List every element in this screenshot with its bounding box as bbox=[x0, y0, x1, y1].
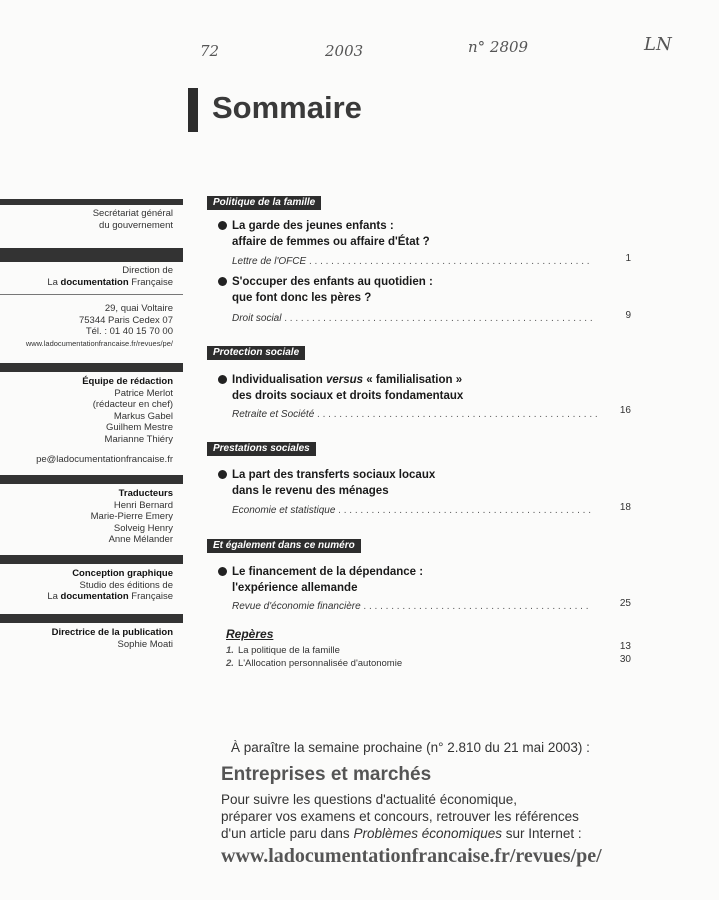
bullet-icon bbox=[218, 567, 227, 576]
title-line: S'occuper des enfants au quotidien : bbox=[232, 276, 433, 288]
design-fr: Française bbox=[131, 591, 173, 602]
translator: Anne Mélander bbox=[108, 534, 173, 545]
sidebar-direction bbox=[0, 265, 173, 288]
article-source: Revue d'économie financière . . . bbox=[232, 601, 592, 612]
title-marker bbox=[188, 88, 198, 132]
reperes-item bbox=[226, 645, 340, 656]
footer-text: préparer vos examens et concours, retrouver les références bbox=[221, 809, 579, 824]
sidebar-team bbox=[0, 376, 173, 445]
section-heading: Et également dans ce numéro bbox=[207, 539, 361, 553]
footer-part: d'un article paru dans bbox=[221, 826, 350, 841]
bullet-icon bbox=[218, 375, 227, 384]
sidebar-divider bbox=[0, 555, 183, 564]
design-title: Conception graphique bbox=[72, 568, 173, 579]
design-doc: documentation bbox=[60, 591, 129, 602]
title-line: La part des transferts sociaux locaux bbox=[232, 469, 436, 481]
sidebar-divider bbox=[0, 614, 183, 623]
title-part: Individualisation bbox=[232, 374, 323, 386]
address-line: 29, quai Voltaire bbox=[104, 303, 173, 314]
article-source: Retraite et Société . . . bbox=[232, 409, 600, 420]
article-source: Droit social . . . bbox=[232, 313, 592, 324]
bullet-icon bbox=[218, 277, 227, 286]
design-la: La bbox=[47, 591, 58, 602]
design-line: Studio des éditions de bbox=[79, 579, 173, 591]
sg-line: du gouvernement bbox=[99, 219, 173, 231]
sidebar-translators bbox=[0, 488, 173, 546]
reperes-label: L'Allocation personnalisée d'autonomie bbox=[237, 658, 403, 669]
next-issue-title: Entreprises et marchés bbox=[221, 764, 432, 785]
sidebar-divider bbox=[0, 199, 183, 205]
sidebar-divider bbox=[0, 363, 183, 372]
page-number: 13 bbox=[619, 641, 631, 652]
reperes-label: La politique de la famille bbox=[237, 645, 340, 656]
article-source: Économie et statistique . . . bbox=[232, 505, 592, 516]
reperes-num: 2. bbox=[226, 658, 234, 669]
title-line: des droits sociaux et droits fondamentaux bbox=[232, 390, 464, 402]
direction-prefix: Direction de bbox=[122, 265, 173, 276]
translator: Henri Bernard bbox=[113, 499, 173, 511]
handwritten-issue: n° 2809 bbox=[468, 38, 529, 56]
team-member: Marianne Thiéry bbox=[104, 433, 173, 445]
sidebar-divider bbox=[0, 248, 183, 262]
sidebar-divider bbox=[0, 475, 183, 484]
direction-doc: documentation bbox=[60, 276, 129, 288]
sidebar-address bbox=[0, 303, 173, 349]
article-title bbox=[218, 372, 463, 404]
footer-part: sur Internet : bbox=[505, 826, 582, 841]
title-line: Le financement de la dépendance : bbox=[232, 566, 424, 578]
section-heading: Prestations sociales bbox=[207, 442, 316, 456]
director-name: Sophie Moati bbox=[117, 638, 173, 650]
page-number: 18 bbox=[619, 502, 631, 513]
article-title bbox=[218, 564, 423, 596]
team-member: Patrice Merlot bbox=[114, 387, 173, 399]
direction-la: La bbox=[47, 276, 58, 288]
footer-text bbox=[221, 826, 582, 841]
director-title: Directrice de la publication bbox=[51, 627, 173, 638]
handwritten-year: 2003 bbox=[325, 42, 364, 60]
sg-line: Secrétariat général bbox=[92, 208, 173, 219]
title-line: affaire de femmes ou affaire d'État ? bbox=[232, 236, 430, 248]
page-number: 25 bbox=[619, 598, 631, 609]
title-line: que font donc les pères ? bbox=[232, 292, 372, 304]
page-number: 9 bbox=[625, 310, 631, 321]
article-title bbox=[218, 467, 435, 499]
title-line: La garde des jeunes enfants : bbox=[232, 220, 394, 232]
team-member: Markus Gabel bbox=[113, 410, 173, 422]
article-source: Lettre de l'OFCE . . . bbox=[232, 256, 592, 267]
team-member: Guilhem Mestre bbox=[105, 422, 173, 433]
sidebar-rule bbox=[0, 294, 183, 295]
page-number: 16 bbox=[619, 405, 631, 416]
footer-text: Pour suivre les questions d'actualité économique, bbox=[221, 792, 517, 807]
title-part: « familialisation » bbox=[366, 374, 463, 386]
title-line: l'expérience allemande bbox=[232, 582, 358, 594]
direction-fr: Française bbox=[131, 276, 173, 288]
sidebar-url: www.ladocumentationfrancaise.fr/revues/pe/ bbox=[25, 338, 173, 348]
team-member: (rédacteur en chef) bbox=[92, 399, 173, 410]
title-line: dans le revenu des ménages bbox=[232, 485, 389, 497]
handwritten-number: 72 bbox=[200, 42, 220, 60]
team-title: Équipe de rédaction bbox=[82, 376, 173, 387]
section-heading: Politique de la famille bbox=[207, 196, 321, 210]
page-number: 30 bbox=[619, 654, 631, 665]
reperes-num: 1. bbox=[226, 645, 234, 656]
sidebar-design bbox=[0, 568, 173, 603]
sidebar-sg bbox=[0, 208, 173, 231]
translator: Marie-Pierre Emery bbox=[90, 511, 173, 522]
footer-part: Problèmes économiques bbox=[353, 826, 503, 841]
sidebar-email: pe@ladocumentationfrancaise.fr bbox=[36, 454, 173, 465]
footer-url[interactable]: www.ladocumentationfrancaise.fr/revues/pe/ bbox=[221, 845, 602, 867]
bullet-icon bbox=[218, 470, 227, 479]
reperes-item bbox=[226, 658, 402, 669]
translators-title: Traducteurs bbox=[118, 488, 173, 499]
translator: Solveig Henry bbox=[113, 522, 173, 534]
page-title: Sommaire bbox=[212, 90, 362, 125]
sidebar-director bbox=[0, 627, 173, 650]
title-part: versus bbox=[325, 374, 364, 386]
address-line: 75344 Paris Cedex 07 bbox=[78, 314, 173, 326]
article-title bbox=[218, 274, 433, 306]
handwritten-initials: LN bbox=[644, 34, 672, 55]
reperes-title: Repères bbox=[226, 627, 274, 641]
section-heading: Protection sociale bbox=[207, 346, 305, 360]
upcoming-issue: À paraître la semaine prochaine (n° 2.810 du 21 mai 2003) : bbox=[231, 740, 590, 755]
bullet-icon bbox=[218, 221, 227, 230]
address-line: Tél. : 01 40 15 70 00 bbox=[85, 326, 173, 337]
page-number: 1 bbox=[625, 253, 631, 264]
article-title bbox=[218, 218, 430, 250]
